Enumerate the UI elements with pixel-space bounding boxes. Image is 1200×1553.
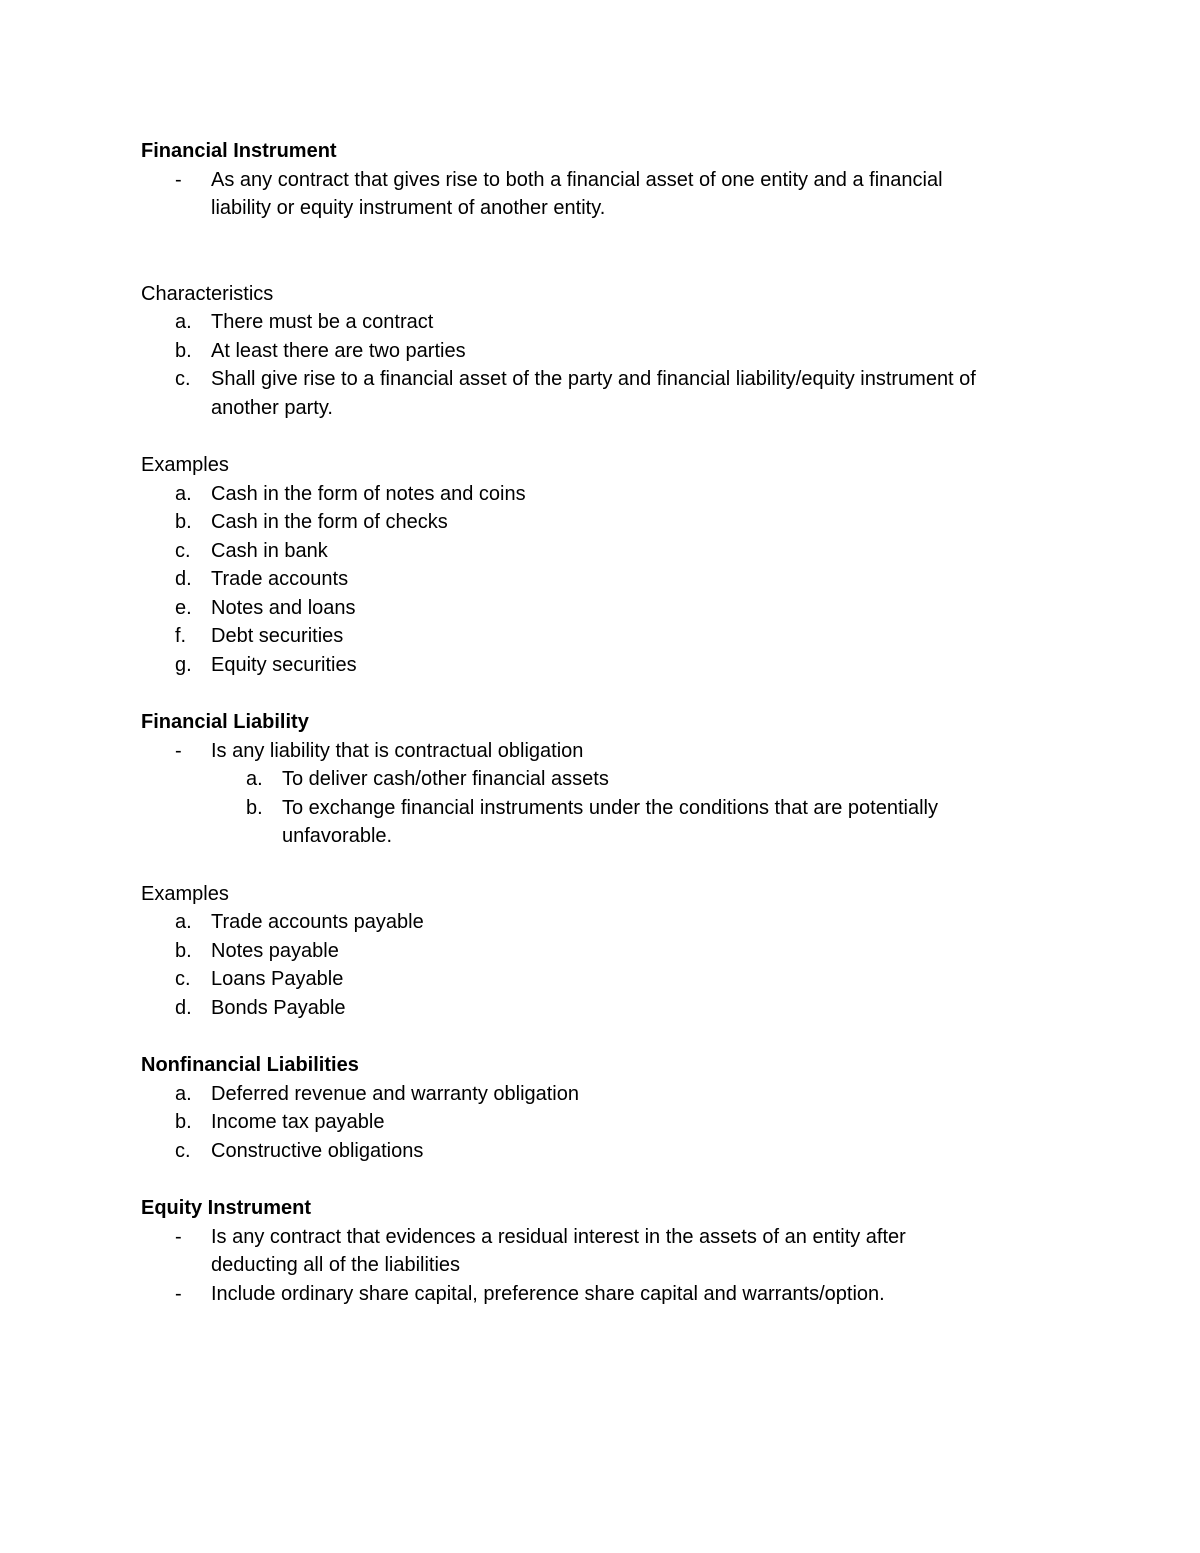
list-item-continuation [141, 194, 1071, 223]
list-marker: a. [175, 311, 192, 333]
list-item [141, 1080, 1071, 1109]
section-title: Financial Liability [141, 711, 309, 733]
bullet-marker: - [175, 168, 182, 191]
list-item-text: Shall give rise to a financial asset of the party and financial liability/equity instrument of [211, 368, 976, 390]
list-marker: g. [175, 653, 192, 676]
list-item-text: Bonds Payable [211, 996, 346, 1019]
list-item-text: Notes and loans [211, 596, 356, 619]
list-item [141, 937, 1071, 966]
document-body [141, 137, 1071, 1308]
list-item [141, 622, 1071, 651]
list-marker: f. [175, 625, 187, 647]
list-marker: b. [175, 511, 192, 533]
list-marker: b. [175, 939, 192, 962]
list-item-text: liability or equity instrument of another entity. [211, 197, 606, 219]
section-title: Nonfinancial Liabilities [141, 1054, 359, 1076]
sub-list-item [141, 794, 1071, 823]
list-item [141, 308, 1071, 337]
list-marker: b. [175, 1111, 192, 1133]
list-marker: c. [175, 539, 191, 562]
list-item-text: To exchange financial instruments under the conditions that are potentially [282, 796, 938, 819]
sub-list-item-continuation [141, 822, 1071, 851]
list-marker: c. [175, 1139, 191, 1162]
list-item [141, 508, 1071, 537]
section-title: Characteristics [141, 282, 274, 305]
list-item-text: Cash in bank [211, 539, 328, 562]
heading-nonfinancial-liabilities [141, 1051, 1071, 1080]
list-item [141, 537, 1071, 566]
list-item [141, 994, 1071, 1023]
list-item [141, 1223, 1071, 1252]
list-marker: d. [175, 568, 192, 590]
list-item [141, 1280, 1071, 1309]
list-item [141, 908, 1071, 937]
list-item-text: Is any contract that evidences a residual interest in the assets of an entity after [211, 1225, 906, 1248]
list-item [141, 166, 1071, 195]
list-item [141, 565, 1071, 594]
list-item-text: To deliver cash/other financial assets [282, 768, 609, 790]
list-item-continuation [141, 1251, 1071, 1280]
heading-examples [141, 451, 1071, 480]
list-marker: a. [246, 768, 263, 790]
section-title: Equity Instrument [141, 1197, 312, 1219]
list-item-text: Equity securities [211, 653, 357, 676]
heading-characteristics [141, 280, 1071, 309]
list-item [141, 365, 1071, 394]
list-item [141, 1137, 1071, 1166]
list-item-text: unfavorable. [282, 825, 393, 847]
list-item [141, 737, 1071, 766]
section-title: Financial Instrument [141, 140, 337, 162]
list-marker: c. [175, 368, 191, 390]
list-item [141, 965, 1071, 994]
list-item-text: Deferred revenue and warranty obligation [211, 1082, 579, 1105]
list-item-text: There must be a contract [211, 311, 434, 333]
list-item [141, 651, 1071, 680]
list-item [141, 337, 1071, 366]
list-marker: e. [175, 596, 192, 619]
list-item-text: another party. [211, 396, 333, 419]
list-item-text: Is any liability that is contractual obligation [211, 739, 584, 762]
section-title: Examples [141, 454, 229, 476]
bullet-marker: - [175, 739, 182, 762]
list-item-text: At least there are two parties [211, 339, 466, 362]
list-item-text: Cash in the form of checks [211, 511, 448, 533]
section-title: Examples [141, 882, 229, 905]
list-item-text: Trade accounts [211, 568, 349, 590]
list-item-text: deducting all of the liabilities [211, 1254, 461, 1276]
list-marker: b. [175, 339, 192, 362]
list-marker: a. [175, 1082, 192, 1105]
list-item-text: Constructive obligations [211, 1139, 424, 1162]
list-item-text: Include ordinary share capital, preference share capital and warrants/option. [211, 1282, 885, 1305]
bullet-marker: - [175, 1225, 182, 1248]
list-item-continuation [141, 394, 1071, 423]
list-marker: d. [175, 996, 192, 1019]
list-item [141, 1108, 1071, 1137]
bullet-marker: - [175, 1282, 182, 1305]
list-marker: b. [246, 796, 263, 819]
list-item-text: As any contract that gives rise to both a financial asset of one entity and a financial [211, 168, 943, 191]
list-marker: c. [175, 968, 191, 990]
list-item [141, 594, 1071, 623]
list-item-text: Loans Payable [211, 968, 344, 990]
heading-equity-instrument [141, 1194, 1071, 1223]
list-item-text: Notes payable [211, 939, 339, 962]
list-item [141, 480, 1071, 509]
list-item-text: Debt securities [211, 625, 344, 647]
list-marker: a. [175, 911, 192, 933]
list-item-text: Trade accounts payable [211, 911, 424, 933]
sub-list-item [141, 765, 1071, 794]
list-item-text: Cash in the form of notes and coins [211, 482, 526, 505]
heading-financial-liability [141, 708, 1071, 737]
heading-examples [141, 880, 1071, 909]
heading-financial-instrument [141, 137, 1071, 166]
list-item-text: Income tax payable [211, 1111, 385, 1133]
list-marker: a. [175, 482, 192, 505]
